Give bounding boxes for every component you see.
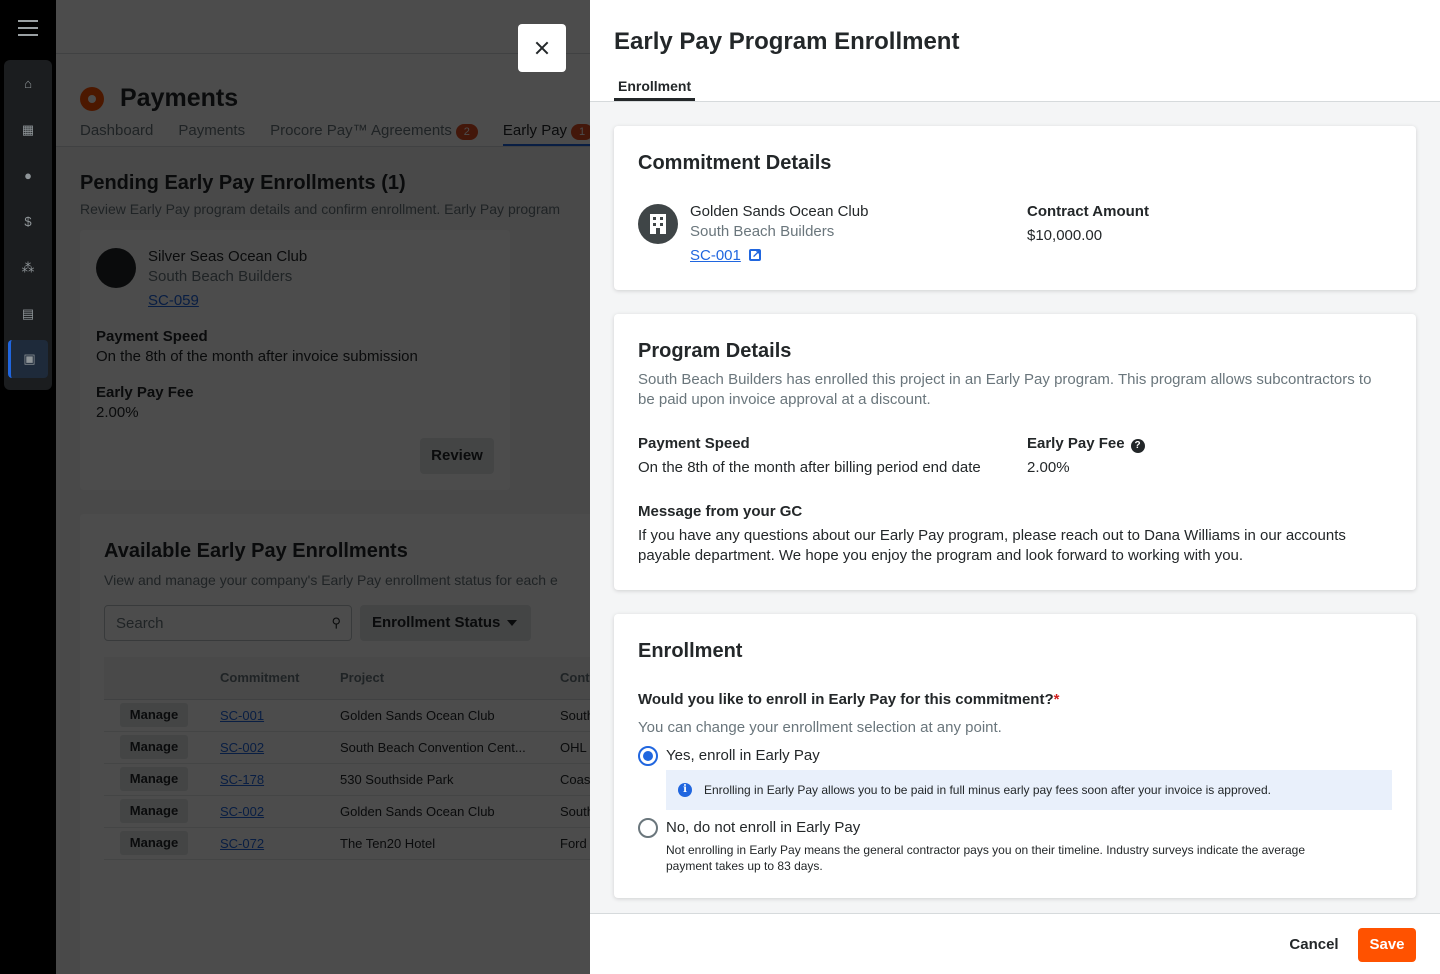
yes-info-banner — [666, 770, 1392, 810]
contract-amount-label: Contract Amount — [1027, 203, 1149, 220]
fee-value: 2.00% — [1027, 459, 1070, 476]
info-icon: i — [678, 783, 692, 797]
enrollment-question — [638, 690, 1059, 710]
cancel-button[interactable]: Cancel — [1289, 936, 1339, 953]
radio-yes-label[interactable]: Yes, enroll in Early Pay — [666, 747, 820, 764]
commitment-link[interactable]: SC-001 — [690, 247, 741, 264]
program-description-line: South Beach Builders has enrolled this project in an Early Pay program. This program allows subcontractors to — [638, 371, 1372, 388]
no-info-line: payment takes up to 83 days. — [666, 859, 823, 873]
gc-message-line: payable department. We hope you enjoy the program and look forward to working with you. — [638, 547, 1244, 564]
gc-message-label: Message from your GC — [638, 503, 803, 520]
program-description-line: be paid upon invoice approval at a discount. — [638, 391, 931, 408]
enrollment-drawer — [590, 0, 1440, 974]
project-name: Golden Sands Ocean Club — [690, 203, 869, 220]
radio-yes-enroll[interactable] — [638, 746, 658, 766]
payments-icon[interactable]: ▣ — [8, 340, 48, 378]
section-heading: Enrollment — [638, 640, 743, 662]
fee-label: Early Pay Fee — [1027, 435, 1125, 452]
tab-enrollment[interactable]: Enrollment — [614, 78, 695, 101]
left-nav-rail — [0, 0, 56, 974]
external-link-icon[interactable] — [749, 249, 761, 261]
home-icon[interactable]: ⌂ — [24, 76, 32, 91]
payment-speed-label: Payment Speed — [638, 435, 750, 452]
drawer-header — [590, 0, 1440, 102]
drawer-footer — [590, 913, 1440, 974]
company-name: South Beach Builders — [690, 223, 835, 240]
dollar-icon[interactable]: $ — [24, 214, 32, 229]
enrollment-hint: You can change your enrollment selection at any point. — [638, 719, 1002, 736]
commitment-details-card — [614, 126, 1416, 290]
section-heading: Program Details — [638, 340, 792, 362]
commitment-link-row — [690, 246, 761, 266]
close-icon[interactable] — [518, 24, 566, 72]
gc-message-line: If you have any questions about our Early Pay program, please reach out to Dana Williams in our accounts — [638, 527, 1346, 544]
program-details-card — [614, 314, 1416, 590]
menu-icon[interactable] — [18, 20, 38, 36]
yes-info-text: Enrolling in Early Pay allows you to be paid in full minus early pay fees soon after your invoice is approved. — [704, 783, 1271, 797]
question-text: Would you like to enroll in Early Pay for this commitment? — [638, 691, 1054, 708]
no-info-line: Not enrolling in Early Pay means the general contractor pays you on their timeline. Industry surveys indicate the average — [666, 843, 1305, 857]
person-icon[interactable]: ● — [24, 168, 32, 183]
building-icon[interactable]: ▦ — [21, 122, 35, 137]
radio-no-enroll[interactable] — [638, 818, 658, 838]
contract-amount-value: $10,000.00 — [1027, 227, 1103, 244]
section-heading: Commitment Details — [638, 152, 832, 174]
payment-speed-value: On the 8th of the month after billing period end date — [638, 459, 981, 476]
enrollment-card — [614, 614, 1416, 898]
people-icon[interactable]: ⁂ — [21, 260, 35, 275]
drawer-title: Early Pay Program Enrollment — [614, 28, 960, 55]
required-marker: * — [1053, 691, 1060, 708]
building-icon — [638, 204, 678, 244]
fee-label-row — [1027, 434, 1145, 454]
help-icon[interactable]: ? — [1131, 439, 1145, 453]
radio-no-label[interactable]: No, do not enroll in Early Pay — [666, 819, 861, 836]
invoice-icon[interactable]: ▤ — [21, 306, 35, 321]
save-button[interactable]: Save — [1358, 928, 1416, 962]
